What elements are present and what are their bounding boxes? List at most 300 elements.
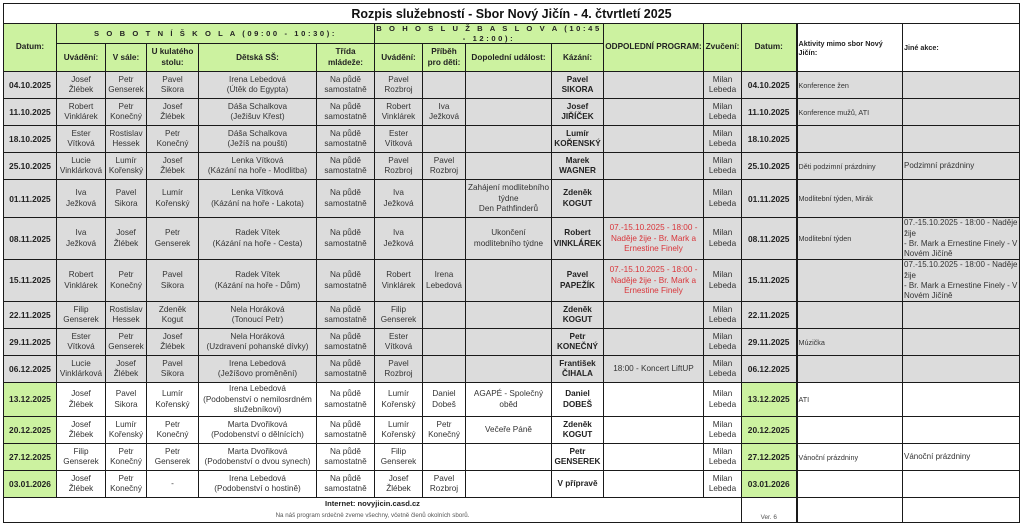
ss-youth-cell-line: samostatně <box>324 85 367 95</box>
ss-youth-cell <box>317 72 375 99</box>
ss-children-cell-line: (Kázání na hoře - Dům) <box>214 280 301 290</box>
ss-intro-cell-line: Genserek <box>63 315 99 325</box>
ss-round-table-cell <box>147 471 199 498</box>
ss-hall-cell <box>106 302 147 329</box>
sound-cell-line: Milan <box>712 188 733 198</box>
ds-story-cell <box>423 417 466 444</box>
ss-children-cell <box>199 302 317 329</box>
other-events-cell <box>903 329 1020 356</box>
footer-internet: Internet: novyjicin.casd.cz <box>4 498 742 510</box>
ss-children-cell-line: (Kázání na hoře - Cesta) <box>212 238 303 248</box>
ds-story-cell <box>423 329 466 356</box>
ds-intro-cell-line: Lumír <box>388 419 409 429</box>
ss-round-table-cell-line: Genserek <box>154 238 191 248</box>
ds-sermon-cell-line: Lumír <box>566 128 589 138</box>
footer-empty-other <box>903 498 1020 523</box>
ds-event-cell-line: Večeře Páně <box>485 425 532 435</box>
ss-intro-cell-line: Žlébek <box>68 484 94 494</box>
table-row <box>4 153 1020 180</box>
ss-round-table-cell <box>147 99 199 126</box>
sound-cell-line: Lebeda <box>708 280 737 290</box>
sound-cell-line: Milan <box>712 473 733 483</box>
sound-cell-line: Lebeda <box>708 457 737 467</box>
ds-intro-cell-line: Ester <box>388 331 409 341</box>
ss-youth-cell-line: samostatně <box>324 112 367 122</box>
ss-intro-cell <box>57 126 106 153</box>
ds-story-cell <box>423 260 466 302</box>
ss-hall-cell <box>106 356 147 383</box>
ss-intro-cell-line: Josef <box>71 419 91 429</box>
table-row <box>4 329 1020 356</box>
other-events-cell <box>903 218 1020 260</box>
ds-sermon-cell-line: JIŘÍČEK <box>561 112 594 122</box>
ds-sermon-cell <box>552 383 604 417</box>
other-events-cell <box>903 471 1020 498</box>
ss-hall-cell <box>106 417 147 444</box>
ss-hall-cell-line: Genserek <box>108 85 144 95</box>
ds-event-cell-line: Den Pathfinderů <box>478 204 539 214</box>
ss-intro-cell-line: Ester <box>71 331 91 341</box>
ds-event-cell <box>466 218 552 260</box>
ds-event-cell <box>466 471 552 498</box>
other-events-cell <box>903 383 1020 417</box>
ds-sermon-cell <box>552 471 604 498</box>
ds-event-cell <box>466 260 552 302</box>
ss-round-table-cell-line: Lumír <box>162 389 183 399</box>
ds-sermon-cell-line: Josef <box>566 101 589 111</box>
ss-youth-cell-line: Na půdě <box>330 74 361 84</box>
sound-cell <box>704 180 742 218</box>
ss-round-table-cell-line: Žlébek <box>160 342 185 352</box>
ds-sermon-cell-line: SIKORA <box>561 85 594 95</box>
footer-version: Ver. 6 <box>742 498 797 523</box>
row-date: 22.11.2025 <box>4 302 57 329</box>
sound-cell <box>704 471 742 498</box>
row-date-2: 15.11.2025 <box>742 260 797 302</box>
sound-cell-line: Lebeda <box>708 369 737 379</box>
table-row <box>4 218 1020 260</box>
row-date: 01.11.2025 <box>4 180 57 218</box>
ds-event-cell-line: modlitebního týdne <box>473 238 544 248</box>
ss-youth-cell-line: Na půdě <box>330 101 361 111</box>
ss-youth-cell <box>317 218 375 260</box>
ss-round-table-cell-line: Kogut <box>161 315 184 325</box>
ss-youth-cell-line: Na půdě <box>330 228 361 238</box>
ds-sermon-cell <box>552 417 604 444</box>
ds-intro-cell-line: Robert <box>386 101 411 111</box>
table-row <box>4 444 1020 471</box>
ds-story-cell <box>423 444 466 471</box>
ss-hall-cell-line: Genserek <box>108 342 144 352</box>
ds-story-cell-line: Ježková <box>428 112 460 122</box>
ds-sermon-cell <box>552 218 604 260</box>
ds-intro-cell-line: Iva <box>393 228 404 238</box>
ss-children-cell <box>199 471 317 498</box>
other-events-cell <box>903 356 1020 383</box>
header-date-2: Datum: <box>742 24 797 72</box>
other-events-cell <box>903 444 1020 471</box>
ss-intro-cell-line: Robert <box>68 270 94 280</box>
ds-intro-cell-line: Ježková <box>383 238 414 248</box>
ds-sermon-cell-line: VINKLÁREK <box>553 238 602 248</box>
ds-intro-cell-line: Ester <box>388 128 409 138</box>
afternoon-program-cell <box>604 126 704 153</box>
row-date: 13.12.2025 <box>4 383 57 417</box>
outside-activity-cell: Vánoční prázdniny <box>797 444 903 471</box>
header-ds-intro: Uvádění: <box>375 44 423 72</box>
ds-intro-cell <box>375 218 423 260</box>
table-row <box>4 260 1020 302</box>
ss-round-table-cell-line: Pavel <box>162 74 183 84</box>
ss-hall-cell-line: Hessek <box>112 139 140 149</box>
ss-hall-cell-line: Žlébek <box>113 369 139 379</box>
ss-hall-cell-line: Konečný <box>110 112 142 122</box>
ss-round-table-cell-line: Zdeněk <box>158 304 187 314</box>
ds-sermon-cell-line: František <box>559 358 596 368</box>
ss-children-cell-line: (Podobenství o dvou synech) <box>204 457 311 467</box>
ds-event-cell <box>466 302 552 329</box>
table-row <box>4 356 1020 383</box>
ds-intro-cell <box>375 260 423 302</box>
ds-intro-cell-line: Genserek <box>380 315 417 325</box>
ss-intro-cell <box>57 302 106 329</box>
ss-youth-cell <box>317 99 375 126</box>
header-ds-sermon: Kázání: <box>552 44 604 72</box>
ds-intro-cell-line: Kořenský <box>381 430 416 440</box>
sound-cell-line: Milan <box>712 304 733 314</box>
ss-youth-cell-line: samostatně <box>324 315 367 325</box>
ds-intro-cell-line: Rozbroj <box>384 166 413 176</box>
ds-event-cell <box>466 99 552 126</box>
ds-sermon-cell-line: ČIHALA <box>562 369 593 379</box>
sound-cell-line: Lebeda <box>708 85 737 95</box>
sound-cell <box>704 329 742 356</box>
ss-children-cell-line: Marta Dvořiková <box>227 446 288 456</box>
ss-youth-cell-line: samostatně <box>324 484 367 494</box>
afternoon-program-cell <box>604 302 704 329</box>
ss-intro-cell-line: Filip <box>73 304 89 314</box>
ds-intro-cell-line: Josef <box>388 473 409 483</box>
ds-story-cell <box>423 471 466 498</box>
ss-intro-cell-line: Vinklárková <box>59 166 103 176</box>
ds-intro-cell <box>375 153 423 180</box>
ss-youth-cell-line: samostatně <box>324 457 367 467</box>
ss-intro-cell-line: Ježková <box>65 198 97 208</box>
ss-round-table-cell-line: Josef <box>162 155 183 165</box>
header-other-events: Jiné akce: <box>903 24 1020 72</box>
ss-hall-cell-line: Petr <box>118 446 134 456</box>
ss-intro-cell-line: Genserek <box>63 457 99 467</box>
sound-cell-line: Milan <box>712 446 733 456</box>
ds-intro-cell <box>375 302 423 329</box>
outside-activity-cell <box>797 126 903 153</box>
ss-intro-cell-line: Vítková <box>67 139 95 149</box>
ds-intro-cell-line: Žlébek <box>386 484 411 494</box>
row-date-2: 27.12.2025 <box>742 444 797 471</box>
ss-intro-cell-line: Ježková <box>65 238 97 248</box>
ss-intro-cell-line: Josef <box>71 74 91 84</box>
row-date-2: 08.11.2025 <box>742 218 797 260</box>
ds-story-cell-line: Iva <box>438 101 450 111</box>
ds-story-cell <box>423 99 466 126</box>
ds-sermon-cell-line: GENSEREK <box>554 457 601 467</box>
ss-hall-cell <box>106 260 147 302</box>
ss-intro-cell <box>57 329 106 356</box>
ss-youth-cell-line: Na půdě <box>330 128 361 138</box>
ss-youth-cell <box>317 329 375 356</box>
ss-hall-cell-line: Rostislav <box>109 304 143 314</box>
ss-intro-cell-line: Vinklárková <box>59 369 103 379</box>
ss-round-table-cell-line: Sikora <box>160 280 185 290</box>
ds-event-cell <box>466 383 552 417</box>
ss-children-cell <box>199 417 317 444</box>
ss-children-cell-line: (Podobenství o nemilosrdném <box>203 394 312 404</box>
sound-cell <box>704 383 742 417</box>
ss-hall-cell-line: Lumír <box>115 419 137 429</box>
ss-intro-cell-line: Josef <box>71 389 91 399</box>
ss-round-table-cell <box>147 302 199 329</box>
sound-cell-line: Lebeda <box>708 139 737 149</box>
ss-intro-cell-line: Ester <box>71 128 91 138</box>
sound-cell-line: Lebeda <box>708 342 737 352</box>
ds-sermon-cell-line: Zdeněk <box>563 419 592 429</box>
header-ss-youth: Třída mládeže: <box>317 44 375 72</box>
ds-story-cell-line: Konečný <box>428 430 460 440</box>
sound-cell-line: Lebeda <box>708 166 737 176</box>
row-date-2: 22.11.2025 <box>742 302 797 329</box>
ds-event-cell <box>466 72 552 99</box>
ss-youth-cell-line: Na půdě <box>330 446 361 456</box>
ss-intro-cell <box>57 444 106 471</box>
ss-children-cell-line: (Podobenství o dělnících) <box>211 430 304 440</box>
ss-hall-cell <box>106 126 147 153</box>
ss-round-table-cell-line: Petr <box>164 128 181 138</box>
other-events-cell-line: Podzimní prázdniny <box>904 161 975 171</box>
ss-round-table-cell <box>147 126 199 153</box>
sound-cell-line: Milan <box>712 389 733 399</box>
header-ss-hall: V sále: <box>106 44 147 72</box>
ss-youth-cell-line: samostatně <box>324 166 367 176</box>
other-events-cell <box>903 302 1020 329</box>
ds-intro-cell <box>375 417 423 444</box>
other-events-cell <box>903 180 1020 218</box>
ds-sermon-cell-line: Pavel <box>566 270 589 280</box>
ds-intro-cell-line: Ježková <box>383 198 414 208</box>
ss-intro-cell <box>57 417 106 444</box>
table-row <box>4 302 1020 329</box>
sound-cell <box>704 153 742 180</box>
ss-hall-cell-line: Rostislav <box>109 128 143 138</box>
sound-cell-line: Milan <box>712 228 733 238</box>
ss-children-cell-line: Irena Lebedová <box>229 473 286 483</box>
row-date: 25.10.2025 <box>4 153 57 180</box>
afternoon-program-cell <box>604 417 704 444</box>
ss-hall-cell-line: Pavel <box>115 389 137 399</box>
ss-children-cell-line: Irena Lebedová <box>229 384 286 394</box>
header-afternoon-program: ODPOLEDNÍ PROGRAM: <box>604 24 704 72</box>
ss-children-cell <box>199 72 317 99</box>
sound-cell-line: Lebeda <box>708 238 737 248</box>
ds-story-cell-line: Dobeš <box>432 399 456 409</box>
row-date: 15.11.2025 <box>4 260 57 302</box>
sound-cell <box>704 99 742 126</box>
outside-activity-cell: Modlitební týden, Mirák <box>797 180 903 218</box>
sound-cell-line: Lebeda <box>708 484 737 494</box>
row-date: 04.10.2025 <box>4 72 57 99</box>
ds-intro-cell-line: Kořenský <box>381 399 416 409</box>
ss-intro-cell-line: Žlébek <box>68 85 94 95</box>
ss-hall-cell-line: Kořenský <box>108 166 144 176</box>
sound-cell <box>704 356 742 383</box>
ss-round-table-cell-line: Žlébek <box>160 112 185 122</box>
ds-story-cell <box>423 356 466 383</box>
ss-round-table-cell <box>147 417 199 444</box>
ds-story-cell <box>423 72 466 99</box>
ss-children-cell <box>199 329 317 356</box>
other-events-cell-line: 07.-15.10.2025 - 18:00 - Naděje žije <box>904 218 1018 238</box>
ds-event-cell-line: oběd <box>499 399 518 409</box>
other-events-cell-line: Novém Jičíně <box>904 291 953 301</box>
ss-hall-cell-line: Petr <box>118 473 134 483</box>
other-events-cell-line: Vánoční prázdniny <box>904 452 971 462</box>
ss-hall-cell-line: Konečný <box>110 484 142 494</box>
header-sound: Zvučení: <box>704 24 742 72</box>
ds-event-cell <box>466 444 552 471</box>
ds-story-cell-line: Rozbroj <box>429 166 459 176</box>
ss-intro-cell-line: Žlébek <box>68 399 94 409</box>
ss-hall-cell <box>106 72 147 99</box>
row-date: 20.12.2025 <box>4 417 57 444</box>
ds-event-cell-line: Zahájení modlitebního <box>467 183 550 193</box>
ds-intro-cell <box>375 383 423 417</box>
row-date: 27.12.2025 <box>4 444 57 471</box>
sound-cell-line: Milan <box>712 128 733 138</box>
sound-cell-line: Lebeda <box>708 198 737 208</box>
ss-round-table-cell-line: Petr <box>164 419 181 429</box>
ss-youth-cell <box>317 471 375 498</box>
ss-intro-cell-line: Vinklárek <box>64 112 98 122</box>
ss-youth-cell-line: Na půdě <box>330 331 361 341</box>
afternoon-program-cell <box>604 218 704 260</box>
ss-round-table-cell <box>147 383 199 417</box>
ds-intro-cell <box>375 126 423 153</box>
ds-story-cell-line: Daniel <box>432 389 456 399</box>
ss-hall-cell-line: Hessek <box>112 315 140 325</box>
row-date-2: 18.10.2025 <box>742 126 797 153</box>
ds-story-cell <box>423 153 466 180</box>
ds-intro-cell <box>375 72 423 99</box>
ss-hall-cell-line: Petr <box>118 74 134 84</box>
ds-story-cell <box>423 383 466 417</box>
ds-sermon-cell-line: Daniel <box>565 389 590 399</box>
other-events-cell-line: - Br. Mark a Ernestine Finely - V <box>904 238 1018 248</box>
ss-intro-cell <box>57 471 106 498</box>
outside-activity-cell <box>797 417 903 444</box>
ds-story-cell <box>423 302 466 329</box>
ds-story-cell-line: Lebedová <box>426 280 462 290</box>
ds-sermon-cell-line: Pavel <box>566 74 589 84</box>
ss-children-cell-line: (Ježišuv Křest) <box>230 112 285 122</box>
table-row <box>4 180 1020 218</box>
ds-sermon-cell <box>552 444 604 471</box>
ds-intro-cell-line: Pavel <box>388 358 409 368</box>
ds-sermon-cell-line: DOBEŠ <box>562 399 593 409</box>
ss-intro-cell-line: Josef <box>71 473 91 483</box>
header-ss-children: Dětská SŠ: <box>199 44 317 72</box>
ds-story-cell <box>423 126 466 153</box>
header-date: Datum: <box>4 24 57 72</box>
ss-hall-cell-line: Lumír <box>115 155 137 165</box>
header-ss-round-table: U kulatého stolu: <box>147 44 199 72</box>
table-row <box>4 99 1020 126</box>
ss-hall-cell <box>106 218 147 260</box>
ss-children-cell <box>199 153 317 180</box>
ss-round-table-cell-line: Lumír <box>162 188 183 198</box>
ss-youth-cell-line: samostatně <box>324 280 367 290</box>
afternoon-program-cell <box>604 383 704 417</box>
ss-children-cell-line: (Kázání na hoře - Lakota) <box>211 198 304 208</box>
page-title: Rozpis služebností - Sbor Nový Jičín - 4. čtvrtletí 2025 <box>4 4 1020 24</box>
ss-intro-cell-line: Vítková <box>67 342 95 352</box>
sound-cell <box>704 260 742 302</box>
ss-children-cell <box>199 444 317 471</box>
row-date: 18.10.2025 <box>4 126 57 153</box>
footer-invitation: Na náš program srdečně zveme všechny, včetně členů okolních sborů. <box>4 510 742 523</box>
ss-children-cell-line: (Útěk do Egypta) <box>226 85 289 95</box>
ss-round-table-cell <box>147 356 199 383</box>
ss-intro-cell <box>57 180 106 218</box>
sound-cell <box>704 444 742 471</box>
afternoon-program-cell-line: 18:00 - Koncert LiftUP <box>613 364 694 374</box>
ss-youth-cell-line: Na půdě <box>330 419 361 429</box>
ss-hall-cell <box>106 180 147 218</box>
afternoon-program-cell <box>604 153 704 180</box>
sound-cell-line: Milan <box>712 358 733 368</box>
schedule-sheet <box>3 3 1019 527</box>
sound-cell-line: Milan <box>712 74 733 84</box>
ss-children-cell <box>199 260 317 302</box>
ds-intro-cell-line: Vítková <box>384 342 413 352</box>
ds-sermon-cell-line: Marek <box>565 155 590 165</box>
ds-sermon-cell-line: V přípravě <box>557 479 598 489</box>
outside-activity-cell <box>797 302 903 329</box>
row-date: 06.12.2025 <box>4 356 57 383</box>
ss-youth-cell <box>317 302 375 329</box>
ss-intro-cell <box>57 153 106 180</box>
ds-sermon-cell-line: KOGUT <box>562 198 593 208</box>
ss-hall-cell-line: Petr <box>118 101 134 111</box>
sound-cell-line: Lebeda <box>708 399 737 409</box>
ss-hall-cell <box>106 329 147 356</box>
ss-children-cell-line: (Ježíš na poušti) <box>227 139 288 149</box>
ds-sermon-cell-line: KONEČNÝ <box>557 342 598 352</box>
ss-intro-cell-line: Iva <box>75 228 87 238</box>
ss-round-table-cell-line: Petr <box>164 446 181 456</box>
afternoon-program-cell <box>604 260 704 302</box>
afternoon-program-cell <box>604 356 704 383</box>
row-date-2: 13.12.2025 <box>742 383 797 417</box>
header-ds-event: Dopolední událost: <box>466 44 552 72</box>
sound-cell <box>704 72 742 99</box>
outside-activity-cell: Modlitební týden <box>797 218 903 260</box>
ds-sermon-cell <box>552 356 604 383</box>
header-ss-intro: Uvádění: <box>57 44 106 72</box>
sound-cell-line: Lebeda <box>708 430 737 440</box>
ss-round-table-cell-line: Konečný <box>156 139 189 149</box>
row-date-2: 11.10.2025 <box>742 99 797 126</box>
ss-intro-cell <box>57 383 106 417</box>
row-date-2: 01.11.2025 <box>742 180 797 218</box>
